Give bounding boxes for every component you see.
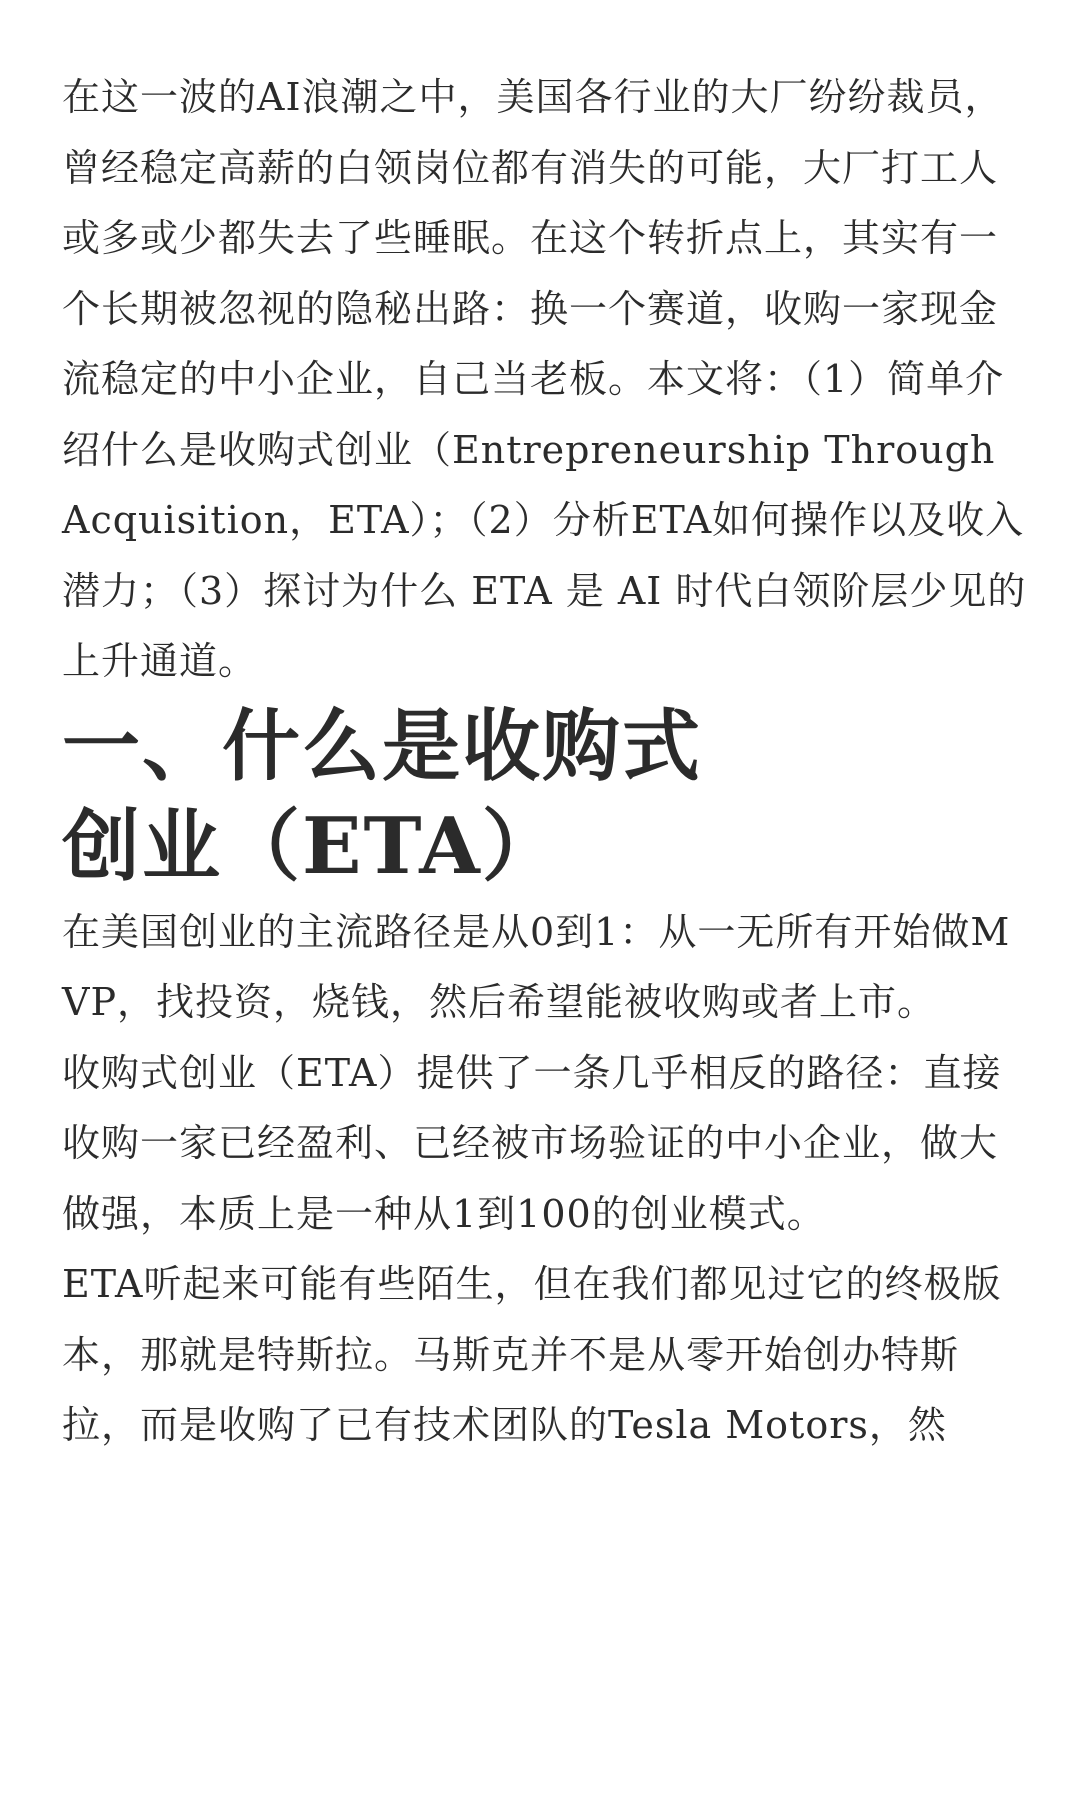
body-paragraph-3: ETA听起来可能有些陌生，但在我们都见过它的终极版本，那就是特斯拉。马斯克并不是从零开始创办特斯拉，而是收购了已有技术团队的Tesla Motors，然 xyxy=(62,1262,1002,1447)
section-heading-line-1: 一、什么是收购式 xyxy=(62,700,703,792)
body-paragraph-2: 收购式创业（ETA）提供了一条几乎相反的路径：直接收购一家已经盈利、已经被市场验证的中小企业，做大做强，本质上是一种从1到100的创业模式。 xyxy=(62,1050,1002,1236)
body-paragraph-1: 在美国创业的主流路径是从0到1：从一无所有开始做MVP，找投资，烧钱，然后希望能被收购或者上市。 xyxy=(62,909,1011,1024)
intro-paragraph: 在这一波的AI浪潮之中，美国各行业的大厂纷纷裁员，曾经稳定高薪的白领岗位都有消失的可能，大厂打工人或多或少都失去了些睡眠。在这个转折点上，其实有一个长期被忽视的隐秘出路：换一个赛道，收购一家现金流稳定的中小企业，自己当老板。本文将：（1）简单介绍什么是收购式创业（Entrepreneurship Through Acquisition，ETA）；（2）分析ETA如何操作以及收入潜力；（3）探讨为什么 ETA 是 AI 时代白领阶层少见的上升通道。 xyxy=(62,75,1027,683)
article-body xyxy=(62,62,1032,1461)
section-heading-line-2: 创业（ETA） xyxy=(62,800,562,892)
section-heading xyxy=(62,697,762,897)
